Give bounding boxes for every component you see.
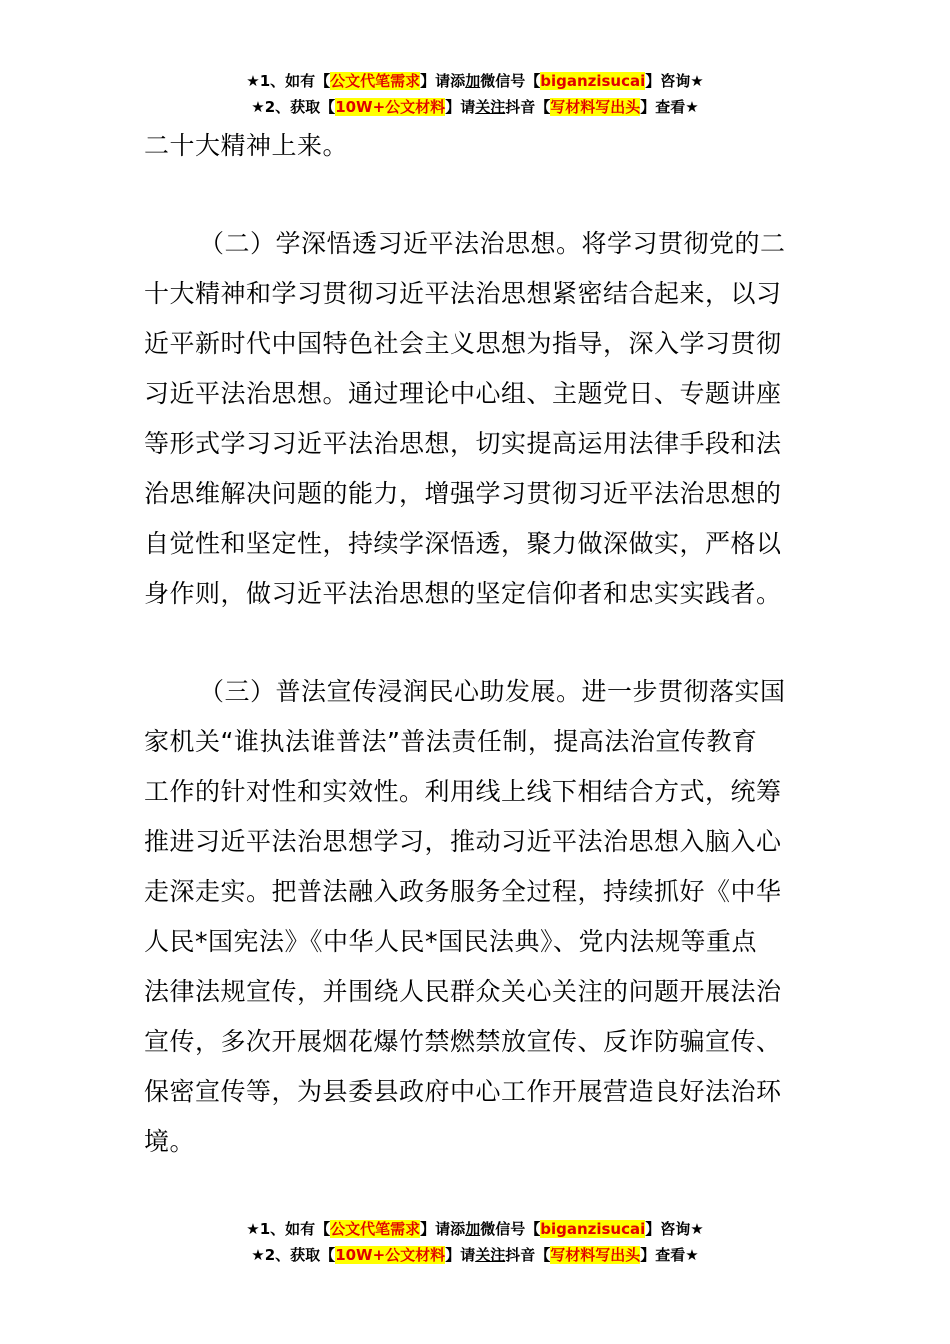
- banner-highlight: biganzisucai: [540, 72, 646, 90]
- banner-line-2: [0, 94, 950, 120]
- banner-line-2: [0, 1242, 950, 1268]
- banner-text: 】咨询★: [645, 72, 704, 90]
- banner-line-1: [0, 1216, 950, 1242]
- banner-highlight: 公文代笔需求: [330, 72, 421, 90]
- text-line: 走深走实。把普法融入政务服务全过程，持续抓好《中华: [144, 877, 782, 906]
- text-line: 法律法规宣传，并围绕人民群众关心关注的问题开展法治: [144, 977, 782, 1006]
- text-line: 自觉性和坚定性，持续学深悟透，聚力做深做实，严格以: [144, 529, 782, 558]
- banner-underlined: 关注: [475, 1246, 506, 1264]
- header-banner: [0, 68, 950, 120]
- banner-highlight: biganzisucai: [540, 1220, 646, 1238]
- banner-underlined: 加: [465, 1220, 481, 1238]
- text-line: 十大精神和学习贯彻习近平法治思想紧密结合起来，以习: [144, 279, 782, 308]
- text-line: 身作则，做习近平法治思想的坚定信仰者和忠实实践者。: [144, 579, 782, 608]
- banner-highlight: 公文代笔需求: [330, 1220, 421, 1238]
- banner-text: ★2、获取【: [251, 98, 336, 116]
- banner-text: ★1、如有【: [246, 1220, 331, 1238]
- text-line: 宣传，多次开展烟花爆竹禁燃禁放宣传、反诈防骗宣传、: [144, 1027, 782, 1056]
- banner-underlined: 加: [465, 72, 481, 90]
- text-line: 保密宣传等，为县委县政府中心工作开展营造良好法治环: [144, 1077, 782, 1106]
- banner-text: 】请: [445, 98, 476, 116]
- banner-text: ★1、如有【: [246, 72, 331, 90]
- text-line: 工作的针对性和实效性。利用线上线下相结合方式，统筹: [144, 777, 782, 806]
- paragraph-continuation: [144, 121, 824, 171]
- banner-underlined: 关注: [475, 98, 506, 116]
- banner-text: 】请添: [420, 72, 466, 90]
- text-line: 境。: [144, 1127, 196, 1156]
- text-line: 等形式学习习近平法治思想，切实提高运用法律手段和法: [144, 429, 782, 458]
- banner-text: 】咨询★: [645, 1220, 704, 1238]
- text-line: 习近平法治思想。通过理论中心组、主题党日、专题讲座: [144, 379, 782, 408]
- banner-text: 微信号【: [480, 72, 541, 90]
- banner-highlight: 写材料写出头: [550, 1246, 641, 1264]
- banner-text: 抖音【: [505, 1246, 551, 1264]
- text-line: 家机关“谁执法谁普法”普法责任制，提高法治宣传教育: [144, 727, 758, 756]
- banner-text: 微信号【: [480, 1220, 541, 1238]
- text-line: 推进习近平法治思想学习，推动习近平法治思想入脑入心: [144, 827, 782, 856]
- banner-text: 】查看★: [640, 1246, 699, 1264]
- banner-highlight: 10W+公文材料: [335, 1246, 446, 1264]
- text-line: 近平新时代中国特色社会主义思想为指导，深入学习贯彻: [144, 329, 782, 358]
- text-line: 治思维解决问题的能力，增强学习贯彻习近平法治思想的: [144, 479, 782, 508]
- text-line: （三）普法宣传浸润民心助发展。进一步贯彻落实国: [199, 677, 786, 706]
- banner-highlight: 写材料写出头: [550, 98, 641, 116]
- banner-text: ★2、获取【: [251, 1246, 336, 1264]
- banner-text: 抖音【: [505, 98, 551, 116]
- paragraph-section-2: [144, 219, 824, 619]
- banner-highlight: 10W+公文材料: [335, 98, 446, 116]
- footer-banner: [0, 1216, 950, 1268]
- paragraph-section-3: [144, 667, 824, 1167]
- text-line: 人民*国宪法》《中华人民*国民法典》、党内法规等重点: [144, 927, 758, 956]
- banner-text: 】请添: [420, 1220, 466, 1238]
- banner-text: 】请: [445, 1246, 476, 1264]
- text-line: （二）学深悟透习近平法治思想。将学习贯彻党的二: [199, 229, 786, 258]
- text-line: 二十大精神上来。: [144, 131, 349, 160]
- banner-line-1: [0, 68, 950, 94]
- banner-text: 】查看★: [640, 98, 699, 116]
